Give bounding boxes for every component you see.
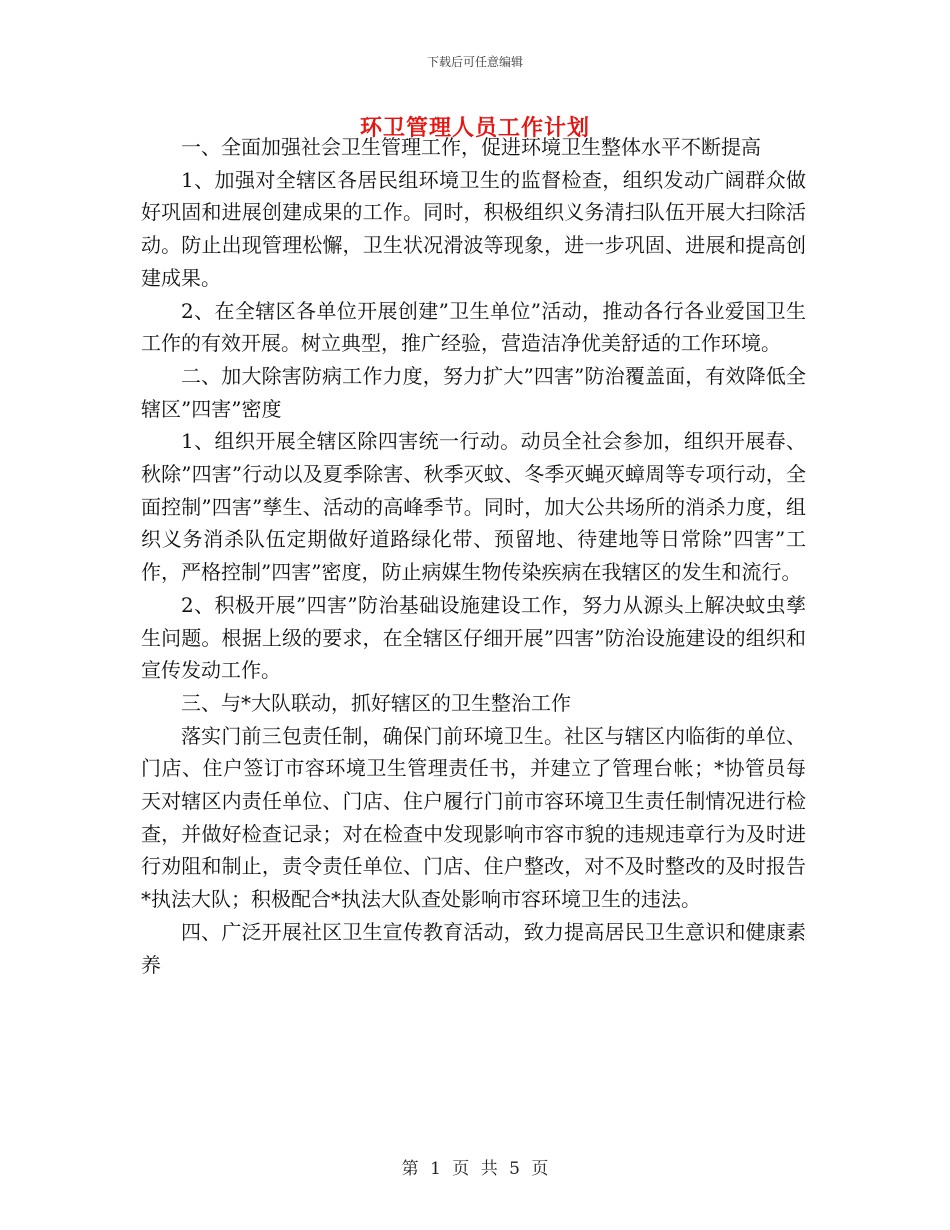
paragraph-section-1-item-2: 2、在全辖区各单位开展创建”卫生单位”活动，推动各行各业爱国卫生工作的有效开展。树立典型，推广经验，营造洁净优美舒适的工作环境。 — [141, 298, 806, 356]
paragraph-section-2-heading: 二、加大除害防病工作力度，努力扩大”四害”防治覆盖面，有效降低全辖区”四害”密度 — [141, 363, 806, 421]
page-footer: 第 1 页 共 5 页 — [401, 1159, 549, 1179]
header-note: 下载后可任意编辑 — [426, 55, 523, 69]
paragraph-section-1-heading: 一、全面加强社会卫生管理工作，促进环境卫生整体水平不断提高 — [181, 135, 761, 159]
paragraph-section-3-body: 落实门前三包责任制，确保门前环境卫生。社区与辖区内临街的单位、门店、住户签订市容环境卫生管理责任书，并建立了管理台帐；*协管员每天对辖区内责任单位、门店、住户履行门前市容环境卫生责任制情况进行检查，并做好检查记录；对在检查中发现影响市容市貌的违规违章行为及时进行劝阻和制止，责令责任单位、门店、住户整改，对不及时整改的及时报告*执法大队；积极配合*执法大队查处影响市容环境卫生的违法。 — [141, 723, 806, 912]
paragraph-section-2-item-1: 1、组织开展全辖区除四害统一行动。动员全社会参加，组织开展春、秋除”四害”行动以及夏季除害、秋季灭蚊、冬季灭蝇灭蟑周等专项行动，全面控制”四害”孳生、活动的高峰季节。同时，加大公共场所的消杀力度，组织义务消杀队伍定期做好道路绿化带、预留地、待建地等日常除”四害”工作，严格控制”四害”密度，防止病媒生物传染疾病在我辖区的发生和流行。 — [141, 429, 806, 585]
document-title: 环卫管理人员工作计划 — [359, 115, 590, 141]
paragraph-section-2-item-2: 2、积极开展”四害”防治基础设施建设工作，努力从源头上解决蚊虫孳生问题。根据上级的要求，在全辖区仔细开展”四害”防治设施建设的组织和宣传发动工作。 — [141, 592, 806, 683]
paragraph-section-4-heading: 四、广泛开展社区卫生宣传教育活动，致力提高居民卫生意识和健康素养 — [141, 919, 806, 977]
paragraph-section-1-item-1: 1、加强对全辖区各居民组环境卫生的监督检查，组织发动广阔群众做好巩固和进展创建成果的工作。同时，积极组织义务清扫队伍开展大扫除活动。防止出现管理松懈，卫生状况滑波等现象，进一步巩固、进展和提高创建成果。 — [141, 167, 806, 290]
paragraph-section-3-heading: 三、与*大队联动，抓好辖区的卫生整治工作 — [181, 690, 571, 715]
document-body — [141, 131, 806, 981]
